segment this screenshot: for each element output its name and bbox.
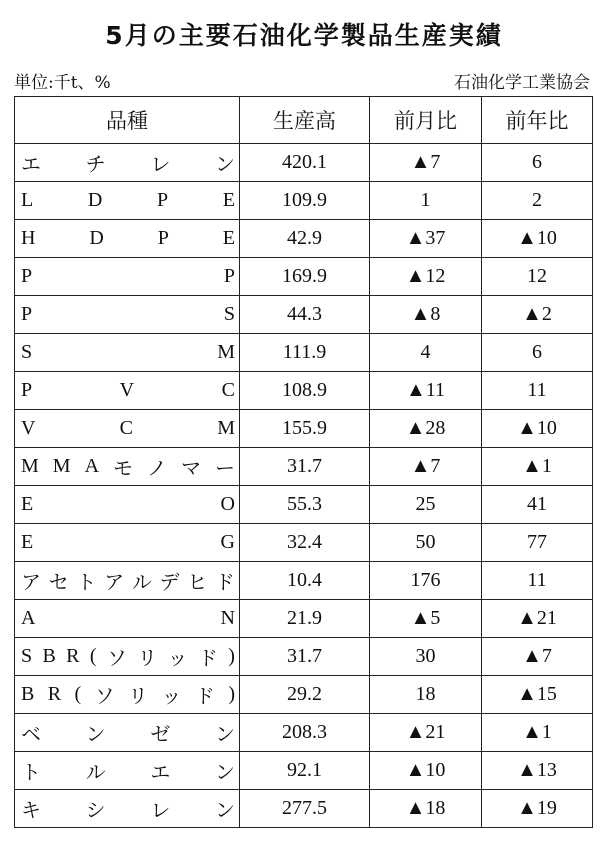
output-cell: 10.4 [240, 562, 370, 600]
product-name: ア セ ト ア ル デ ヒ ド [21, 572, 235, 594]
page-title: 5月の主要石油化学製品生産実績 [105, 21, 503, 50]
mom-cell: 1 [370, 182, 482, 220]
output-cell: 29.2 [240, 676, 370, 714]
table-row [15, 334, 593, 372]
mom-cell: 30 [370, 638, 482, 676]
table-row [15, 296, 593, 334]
output-cell: 420.1 [240, 144, 370, 182]
unit-label: 単位:千t、% [14, 73, 111, 93]
mom-cell: ▲7 [370, 448, 482, 486]
product-name: エ チ レ ン [21, 154, 235, 176]
yoy-cell: ▲10 [482, 410, 593, 448]
output-cell: 31.7 [240, 638, 370, 676]
yoy-cell: ▲19 [482, 790, 593, 828]
table-row [15, 638, 593, 676]
yoy-cell: 11 [482, 562, 593, 600]
product-name: H D P E [21, 227, 235, 249]
mom-cell: 176 [370, 562, 482, 600]
output-cell: 277.5 [240, 790, 370, 828]
table-row [15, 410, 593, 448]
output-cell: 55.3 [240, 486, 370, 524]
output-cell: 42.9 [240, 220, 370, 258]
product-name-cell [15, 676, 240, 714]
product-name-cell [15, 524, 240, 562]
yoy-cell: ▲21 [482, 600, 593, 638]
yoy-cell: 12 [482, 258, 593, 296]
yoy-cell: ▲7 [482, 638, 593, 676]
product-name: P V C [21, 379, 235, 401]
product-name-cell [15, 296, 240, 334]
yoy-cell: 2 [482, 182, 593, 220]
header-row [15, 97, 593, 144]
mom-cell: ▲18 [370, 790, 482, 828]
yoy-cell: 77 [482, 524, 593, 562]
output-cell: 155.9 [240, 410, 370, 448]
table-row [15, 714, 593, 752]
output-cell: 31.7 [240, 448, 370, 486]
production-table [14, 96, 593, 828]
product-name: S M [21, 341, 235, 363]
mom-cell: ▲8 [370, 296, 482, 334]
output-cell: 108.9 [240, 372, 370, 410]
table-row [15, 144, 593, 182]
product-name-cell [15, 448, 240, 486]
mom-cell: ▲12 [370, 258, 482, 296]
output-cell: 32.4 [240, 524, 370, 562]
product-name-cell [15, 144, 240, 182]
output-cell: 208.3 [240, 714, 370, 752]
product-name: V C M [21, 417, 235, 439]
product-name-cell [15, 638, 240, 676]
output-cell: 109.9 [240, 182, 370, 220]
source-label: 石油化学工業協会 [454, 73, 590, 93]
output-cell: 169.9 [240, 258, 370, 296]
mom-cell: 50 [370, 524, 482, 562]
product-name-cell [15, 220, 240, 258]
output-cell: 111.9 [240, 334, 370, 372]
mom-cell: 18 [370, 676, 482, 714]
yoy-cell: ▲1 [482, 714, 593, 752]
product-name-cell [15, 600, 240, 638]
mom-cell: ▲28 [370, 410, 482, 448]
table-row [15, 752, 593, 790]
product-name-cell [15, 752, 240, 790]
table-row [15, 676, 593, 714]
table-row [15, 562, 593, 600]
column-header-mom: 前月比 [370, 97, 482, 144]
product-name-cell [15, 714, 240, 752]
product-name: M M A モ ノ マ ー [21, 455, 235, 480]
table-row [15, 372, 593, 410]
table-row [15, 486, 593, 524]
mom-cell: ▲37 [370, 220, 482, 258]
mom-cell: 4 [370, 334, 482, 372]
product-name-cell [15, 790, 240, 828]
product-name: ト ル エ ン [21, 762, 235, 784]
output-cell: 92.1 [240, 752, 370, 790]
product-name: S B R ( ソ リ ッ ド ) [21, 645, 235, 670]
column-header-product: 品種 [15, 97, 240, 144]
product-name-cell [15, 410, 240, 448]
table-row [15, 182, 593, 220]
yoy-cell: ▲2 [482, 296, 593, 334]
table-row [15, 600, 593, 638]
product-name-cell [15, 182, 240, 220]
yoy-cell: ▲13 [482, 752, 593, 790]
mom-cell: ▲5 [370, 600, 482, 638]
mom-cell: ▲10 [370, 752, 482, 790]
table-row [15, 448, 593, 486]
product-name: E O [21, 493, 235, 515]
yoy-cell: 6 [482, 334, 593, 372]
product-name: A N [21, 607, 235, 629]
product-name: E G [21, 531, 235, 553]
product-name-cell [15, 258, 240, 296]
product-name-cell [15, 372, 240, 410]
mom-cell: ▲11 [370, 372, 482, 410]
product-name: B R ( ソ リ ッ ド ) [21, 683, 235, 708]
product-name: ベ ン ゼ ン [21, 724, 235, 746]
table-row [15, 258, 593, 296]
product-name: P P [21, 265, 235, 287]
mom-cell: ▲7 [370, 144, 482, 182]
table-row [15, 790, 593, 828]
yoy-cell: ▲1 [482, 448, 593, 486]
table-row [15, 220, 593, 258]
product-name-cell [15, 486, 240, 524]
product-name: キ シ レ ン [21, 800, 235, 822]
yoy-cell: 41 [482, 486, 593, 524]
product-name: L D P E [21, 189, 235, 211]
yoy-cell: 11 [482, 372, 593, 410]
output-cell: 44.3 [240, 296, 370, 334]
column-header-output: 生産高 [240, 97, 370, 144]
yoy-cell: 6 [482, 144, 593, 182]
column-header-yoy: 前年比 [482, 97, 593, 144]
yoy-cell: ▲10 [482, 220, 593, 258]
product-name: P S [21, 303, 235, 325]
product-name-cell [15, 562, 240, 600]
mom-cell: 25 [370, 486, 482, 524]
product-name-cell [15, 334, 240, 372]
yoy-cell: ▲15 [482, 676, 593, 714]
table-row [15, 524, 593, 562]
mom-cell: ▲21 [370, 714, 482, 752]
output-cell: 21.9 [240, 600, 370, 638]
